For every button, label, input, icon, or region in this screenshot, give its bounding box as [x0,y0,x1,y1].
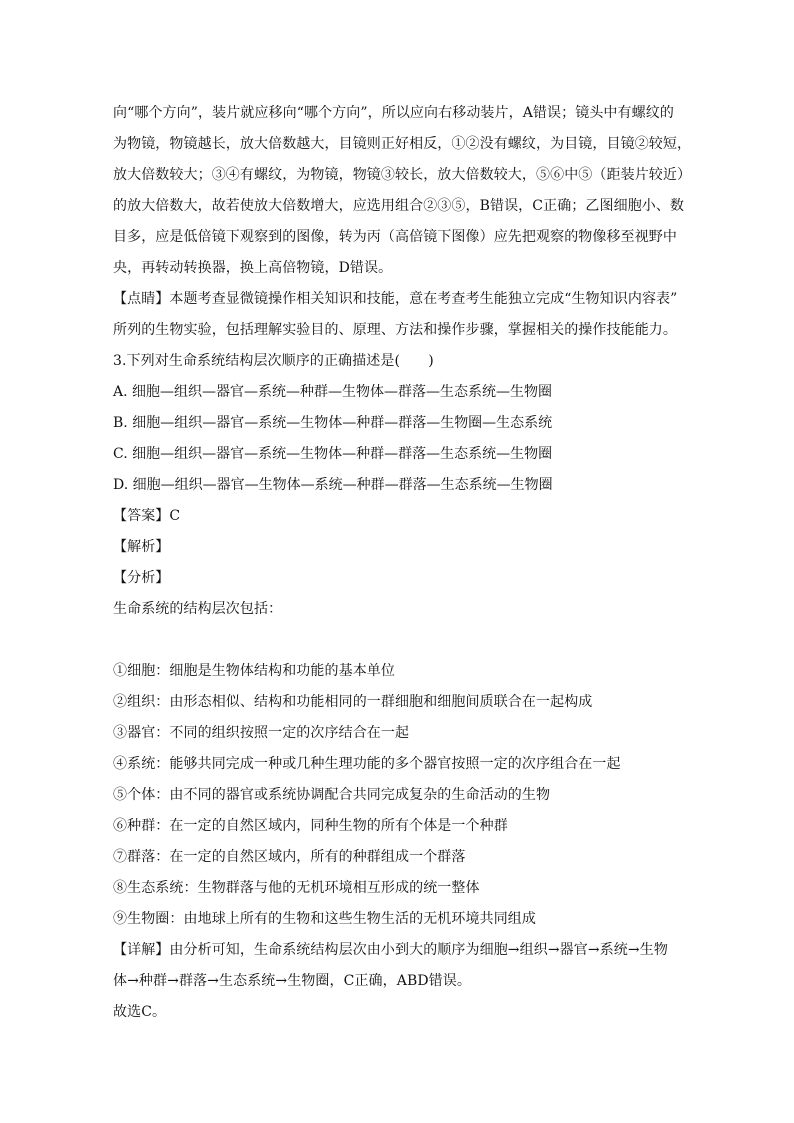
level-item: ⑥种群：在一定的自然区域内，同种生物的所有个体是一个种群 [113,818,508,834]
level-item: ②组织：由形态相似、结构和功能相同的一群细胞和细胞间质联合在一起构成 [113,694,593,710]
dianjing-line: 【点睛】本题考查显微镜操作相关知识和技能，意在考查考生能独立完成“生物知识内容表” [113,291,678,307]
paragraph-line: 为物镜，物镜越长，放大倍数越大，目镜则正好相反，①②没有螺纹，为目镜，目镜②较短， [113,136,692,152]
detail-line: 体→种群→群落→生态系统→生物圈，C正确，ABD错误。 [113,973,471,989]
jiexi-heading: 【解析】 [113,539,170,555]
fenxi-heading: 【分析】 [113,570,170,586]
detail-line: 【详解】由分析可知，生命系统结构层次由小到大的顺序为细胞→组织→器官→系统→生物 [113,942,668,958]
option-a: A. 细胞—组织—器官—系统—种群—生物体—群落—生态系统—生物圈 [113,384,553,400]
level-item: ⑦群落：在一定的自然区域内，所有的种群组成一个群落 [113,849,466,865]
option-d: D. 细胞—组织—器官—生物体—系统—种群—群落—生态系统—生物圈 [113,477,553,493]
paragraph-line: 向“哪个方向”，装片就应移向“哪个方向”，所以应向右移动装片，A错误；镜头中有螺纹的 [113,105,674,121]
paragraph-line: 放大倍数较大；③④有螺纹，为物镜，物镜③较长，放大倍数较大，⑤⑥中⑤（距装片较近） [113,167,692,183]
question-stem: 3.下列对生命系统结构层次顺序的正确描述是( ) [113,353,434,369]
level-item: ①细胞：细胞是生物体结构和功能的基本单位 [113,663,395,679]
level-item: ⑧生态系统：生物群落与他的无机环境相互形成的统一整体 [113,880,480,896]
option-b: B. 细胞—组织—器官—系统—生物体—种群—群落—生物圈—生态系统 [113,415,553,431]
paragraph-line: 目多，应是低倍镜下观察到的图像，转为丙（高倍镜下图像）应先把观察的物像移至视野中 [113,229,677,245]
option-c: C. 细胞—组织—器官—系统—生物体—种群—群落—生态系统—生物圈 [113,446,553,462]
paragraph-line: 的放大倍数大，故若使放大倍数增大，应选用组合②③⑤，B错误，C正确；乙图细胞小、数 [113,198,685,214]
level-item: ③器官：不同的组织按照一定的次序结合在一起 [113,725,410,741]
level-item: ④系统：能够共同完成一种或几种生理功能的多个器官按照一定的次序组合在一起 [113,756,621,772]
dianjing-line: 所列的生物实验，包括理解实验目的、原理、方法和操作步骤，掌握相关的操作技能能力。 [113,322,677,338]
level-item: ⑨生物圈：由地球上所有的生物和这些生物生活的无机环境共同组成 [113,911,536,927]
conclusion-line: 故选C。 [113,1004,167,1020]
answer-line: 【答案】C [113,508,181,524]
level-item: ⑤个体：由不同的器官或系统协调配合共同完成复杂的生命活动的生物 [113,787,551,803]
intro-line: 生命系统的结构层次包括： [113,601,283,617]
paragraph-line: 央，再转动转换器，换上高倍物镜，D错误。 [113,260,393,276]
